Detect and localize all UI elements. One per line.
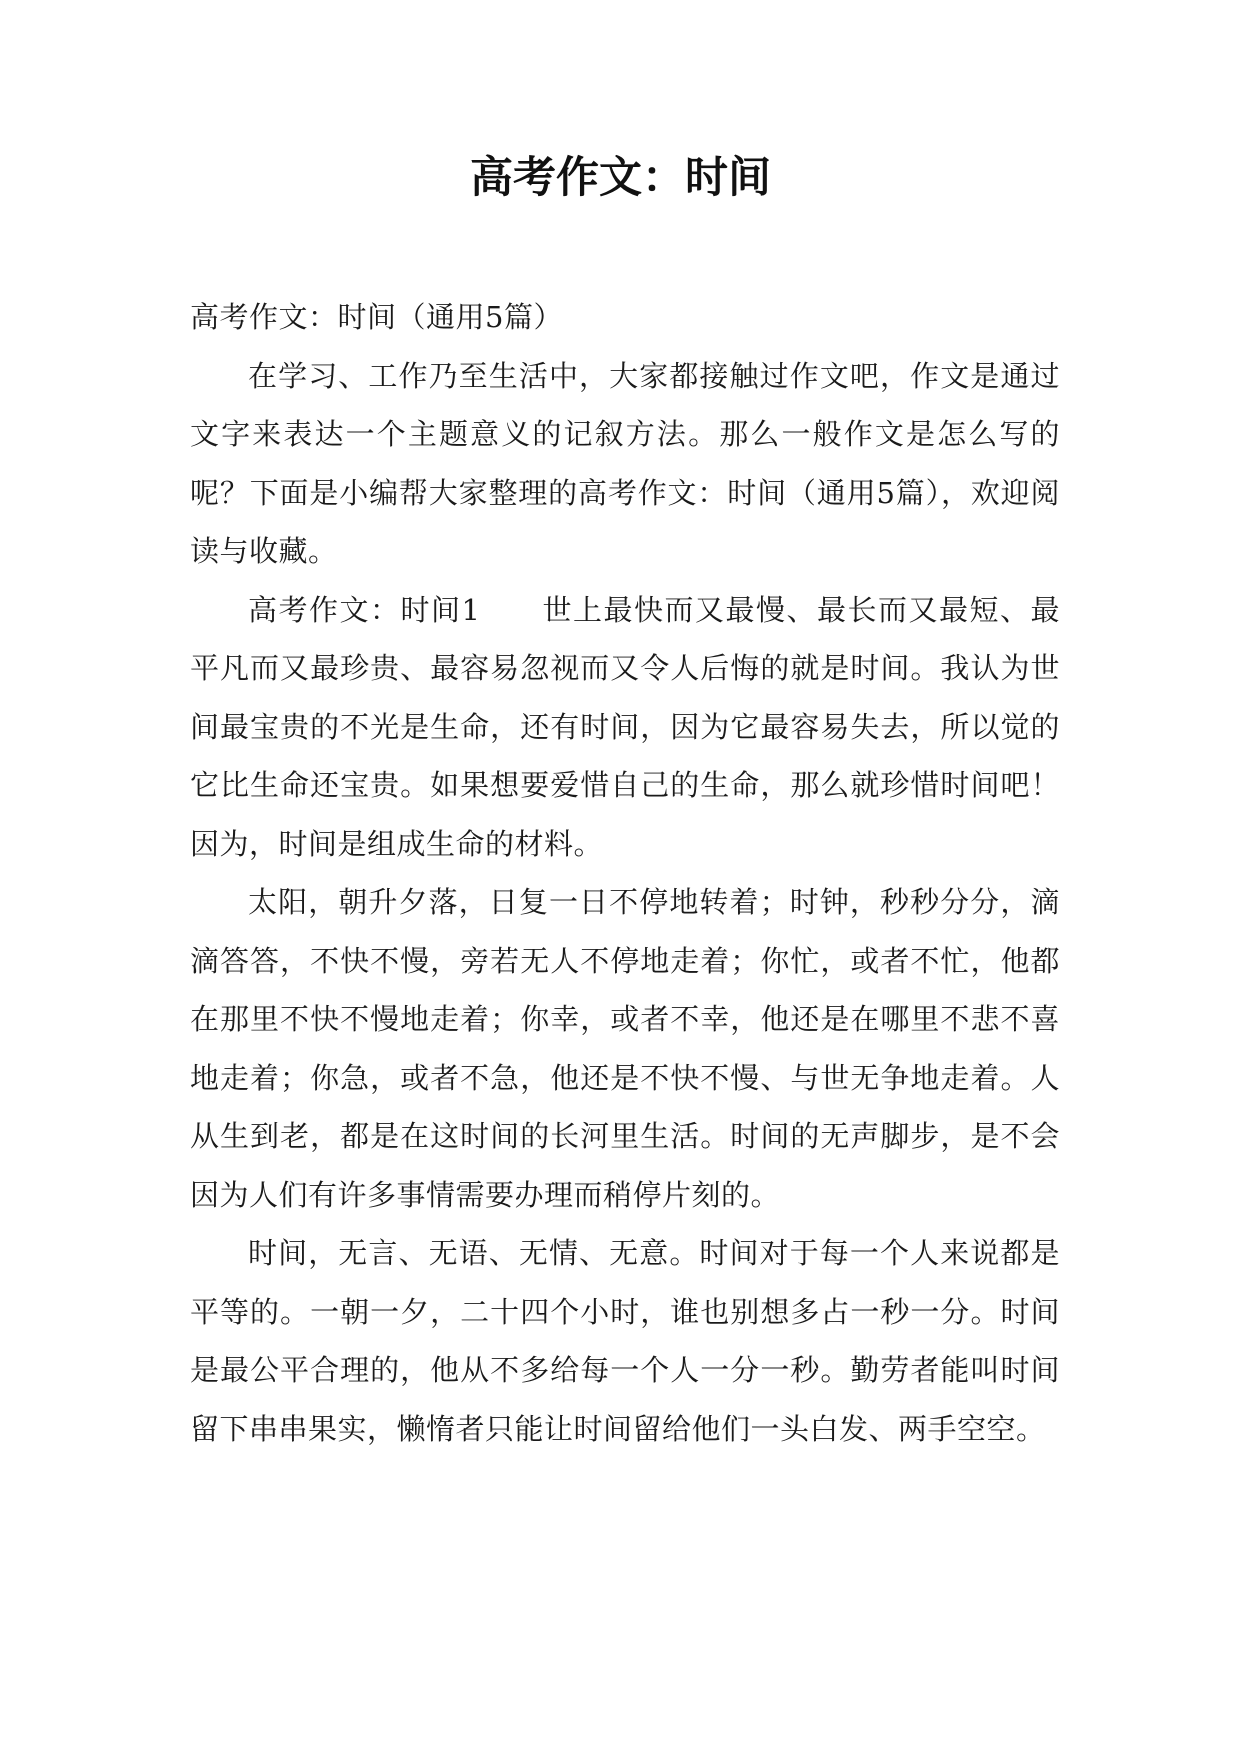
essay-one-paragraph-2: 太阳，朝升夕落，日复一日不停地转着；时钟，秒秒分分，滴滴答答，不快不慢，旁若无人不停地走着；你忙，或者不忙，他都在那里不快不慢地走着；你幸，或者不幸，他还是在哪里不悲不喜地走着；你急，或者不急，他还是不快不慢、与世无争地走着。人从生到老，都是在这时间的长河里生活。时间的无声脚步，是不会因为人们有许多事情需要办理而稍停片刻的。	[190, 885, 1060, 1212]
essay-one-paragraph-3: 时间，无言、无语、无情、无意。时间对于每一个人来说都是平等的。一朝一夕，二十四个小时，谁也别想多占一秒一分。时间是最公平合理的，他从不多给每一个人一分一秒。勤劳者能叫时间留下串串果实，懒惰者只能让时间留给他们一头白发、两手空空。	[190, 1236, 1060, 1446]
intro-paragraph: 在学习、工作乃至生活中，大家都接触过作文吧，作文是通过文字来表达一个主题意义的记叙方法。那么一般作文是怎么写的呢？下面是小编帮大家整理的高考作文：时间（通用5篇），欢迎阅读与收藏。	[190, 358, 1060, 568]
document-title: 高考作文：时间	[470, 153, 771, 203]
essay-one-paragraph-1: 高考作文：时间1 世上最快而又最慢、最长而又最短、最平凡而又最珍贵、最容易忽视而又令人后悔的就是时间。我认为世间最宝贵的不光是生命，还有时间，因为它最容易失去，所以觉的它比生命还宝贵。如果想要爱惜自己的生命，那么就珍惜时间吧！因为，时间是组成生命的材料。	[190, 592, 1060, 861]
document-body	[190, 288, 1060, 1458]
subtitle-paragraph: 高考作文：时间（通用5篇）	[190, 300, 563, 334]
